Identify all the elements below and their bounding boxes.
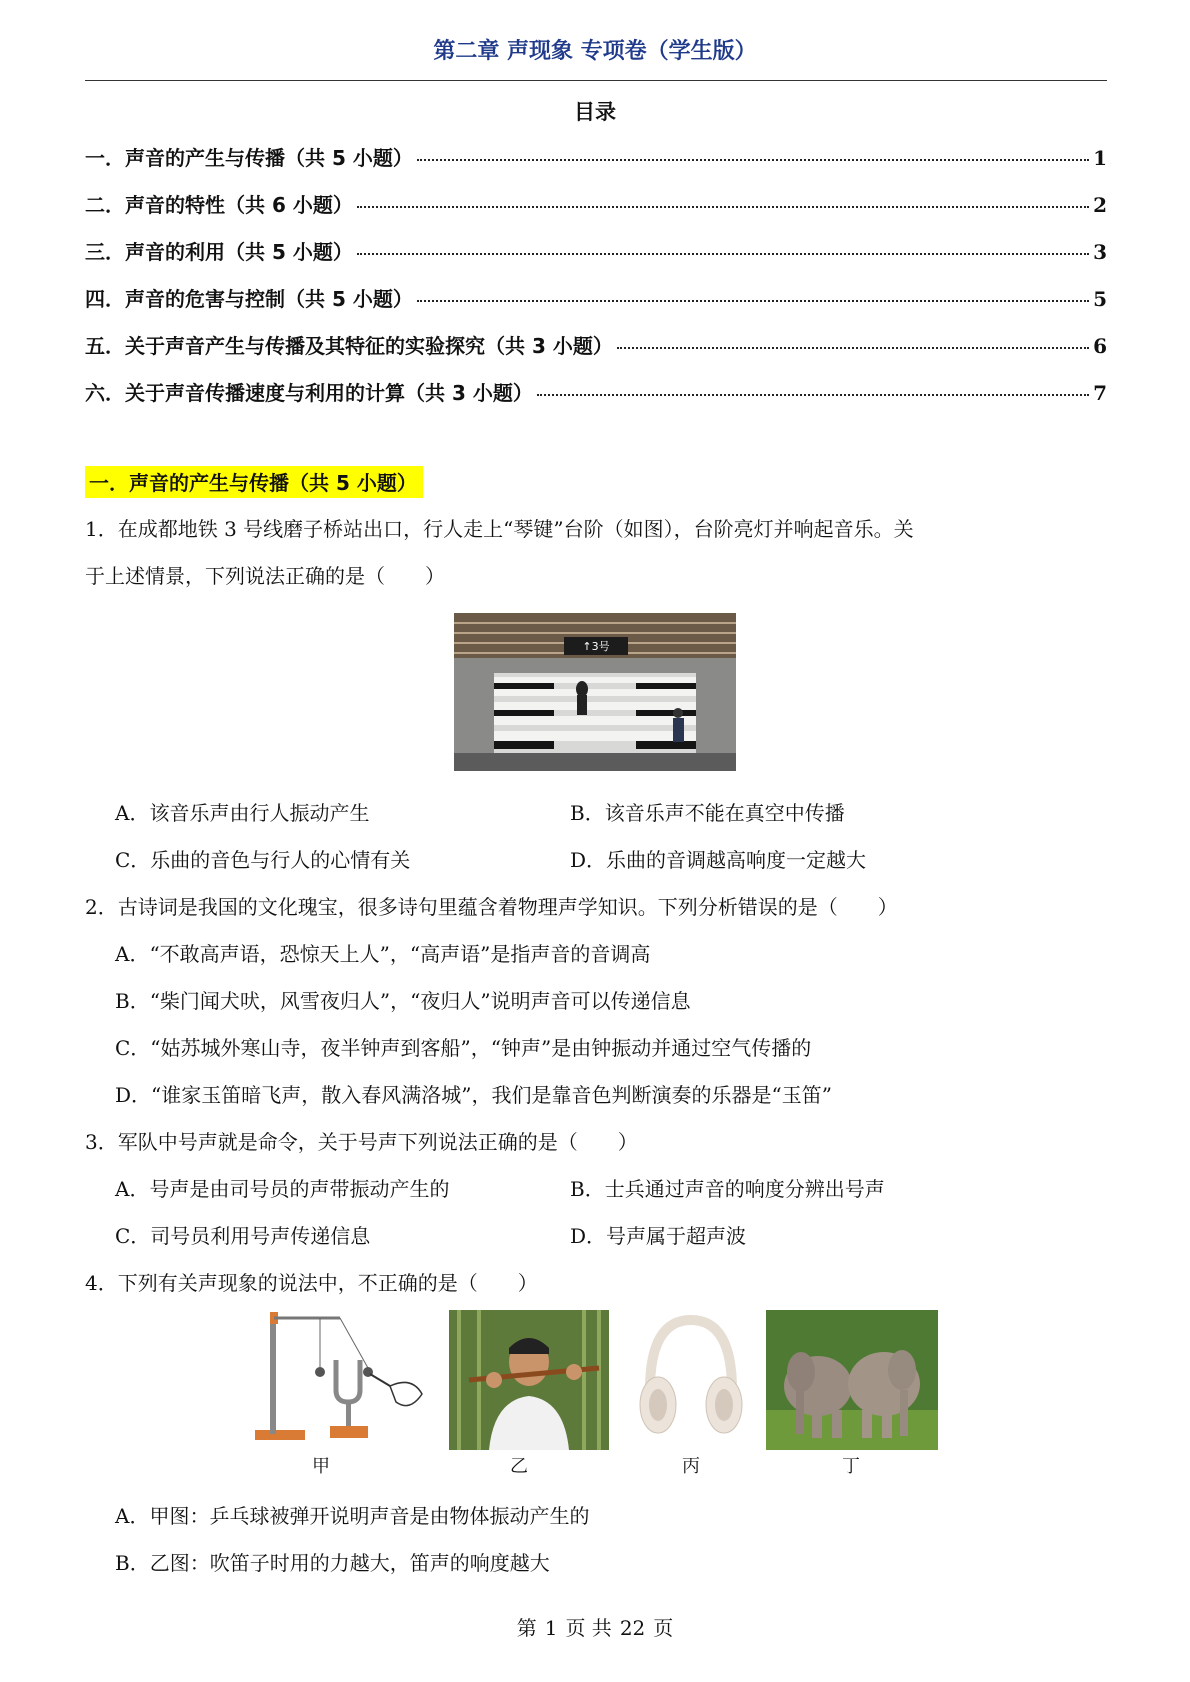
q4-option-a[interactable]: A．甲图：乒乓球被弹开说明声音是由物体振动产生的 [115,1504,590,1528]
q3-option-c[interactable]: C．司号员利用号声传递信息 [115,1224,371,1248]
flute-player-photo [449,1310,609,1450]
section-heading: 一．声音的产生与传播（共 5 小题） [85,466,423,498]
page-number: 1 [544,1616,558,1640]
q4-option-b[interactable]: B．乙图：吹笛子时用的力越大，笛声的响度越大 [115,1551,550,1575]
toc-title: 目录 [574,100,616,124]
figure-caption-ding: 丁 [842,1456,860,1477]
question-1-stem: 1．在成都地铁 3 号线磨子桥站出口，行人走上“琴键”台阶（如图），台阶亮灯并响起音乐。关 于上述情景，下列说法正确的是（ ） [85,517,914,588]
headphones-photo [636,1310,746,1450]
q1-option-d[interactable]: D．乐曲的音调越高响度一定越大 [570,848,867,872]
station-sign: ↑3号 [582,640,610,653]
toc-entry[interactable]: 四．声音的危害与控制（共 5 小题） 5 [85,287,1107,311]
page-footer: 第 1 页 共 22 页 [516,1616,674,1640]
figure-caption-yi: 乙 [510,1456,528,1477]
question-3-stem: 3．军队中号声就是命令，关于号声下列说法正确的是（ ） [85,1130,638,1154]
toc-entry[interactable]: 一．声音的产生与传播（共 5 小题） 1 [85,146,1107,170]
q3-option-a[interactable]: A．号声是由司号员的声带振动产生的 [115,1177,450,1201]
q2-option-a[interactable]: A．“不敢高声语，恐惊天上人”，“高声语”是指声音的音调高 [115,942,651,966]
q1-option-a[interactable]: A．该音乐声由行人振动产生 [115,801,370,825]
table-of-contents [85,142,1107,424]
figure-caption-jia: 甲 [312,1456,330,1477]
piano-stairs-photo [454,613,736,771]
header-divider [85,80,1107,81]
toc-entry[interactable]: 三．声音的利用（共 5 小题） 3 [85,240,1107,264]
elephants-photo [766,1310,938,1450]
q3-option-d[interactable]: D．号声属于超声波 [570,1224,747,1248]
document-title: 第二章 声现象 专项卷（学生版） [433,39,757,64]
q2-option-c[interactable]: C．“姑苏城外寒山寺，夜半钟声到客船”，“钟声”是由钟振动并通过空气传播的 [115,1036,812,1060]
q2-option-d[interactable]: D．“谁家玉笛暗飞声，散入春风满洛城”，我们是靠音色判断演奏的乐器是“玉笛” [115,1083,832,1107]
q2-option-b[interactable]: B．“柴门闻犬吠，风雪夜归人”，“夜归人”说明声音可以传递信息 [115,989,691,1013]
q1-option-b[interactable]: B．该音乐声不能在真空中传播 [570,801,845,825]
figure-caption-bing: 丙 [682,1456,700,1477]
question-4-stem: 4．下列有关声现象的说法中，不正确的是（ ） [85,1271,538,1295]
q1-option-c[interactable]: C．乐曲的音色与行人的心情有关 [115,848,411,872]
q3-option-b[interactable]: B．士兵通过声音的响度分辨出号声 [570,1177,885,1201]
question-2-stem: 2．古诗词是我国的文化瑰宝，很多诗句里蕴含着物理声学知识。下列分析错误的是（ ） [85,895,898,919]
toc-entry[interactable]: 五．关于声音产生与传播及其特征的实验探究（共 3 小题） 6 [85,334,1107,358]
total-pages: 22 [619,1616,646,1640]
toc-entry[interactable]: 二．声音的特性（共 6 小题） 2 [85,193,1107,217]
tuning-fork-pendulum-figure [250,1310,430,1450]
toc-entry[interactable]: 六．关于声音传播速度与利用的计算（共 3 小题） 7 [85,381,1107,405]
